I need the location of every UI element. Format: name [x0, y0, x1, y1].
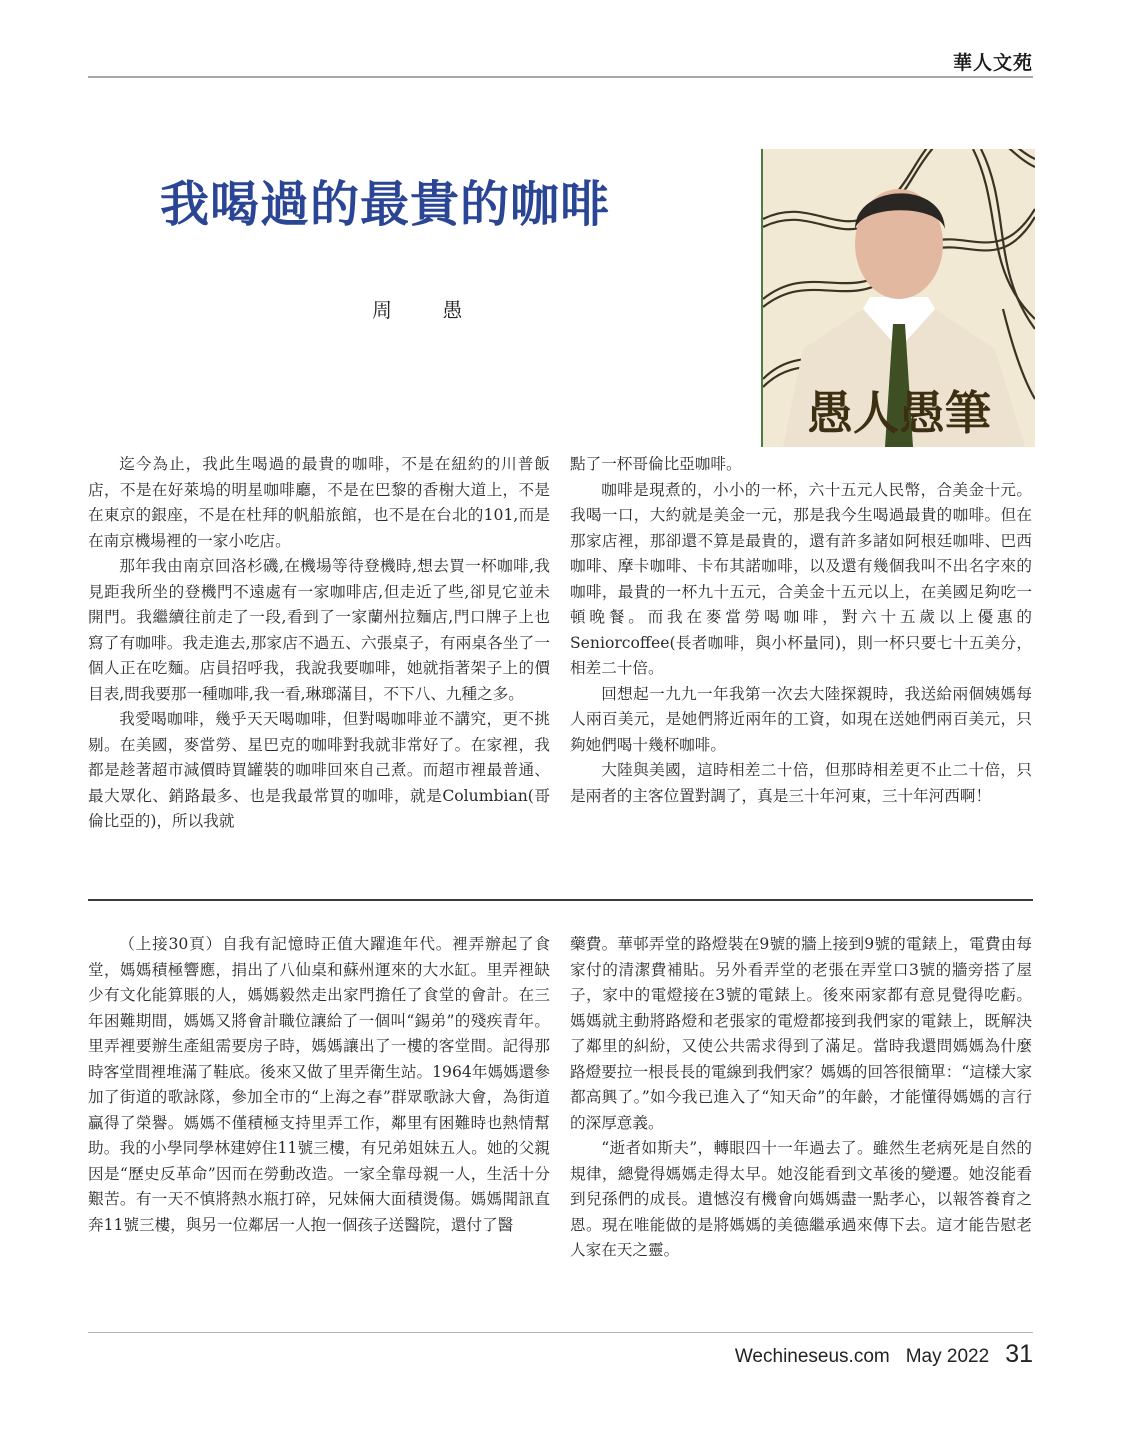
paragraph: 我愛喝咖啡，幾乎天天喝咖啡，但對喝咖啡並不講究，更不挑剔。在美國，麥當勞、星巴克的咖啡對我就非常好了。在家裡，我都是趁著超市減價時買罐裝的咖啡回來自己煮。而超市裡最普通、最大眾化、銷路最多、也是我最常買的咖啡，就是Columbian(哥倫比亞的)，所以我就: [88, 710, 550, 830]
continuation-column-2: [570, 932, 1032, 1264]
paragraph: 迄今為止，我此生喝過的最貴的咖啡，不是在紐約的川普飯店，不是在好萊塢的明星咖啡廳，不是在巴黎的香榭大道上，不是在東京的銀座，不是在杜拜的帆船旅館，也不是在台北的101,而是在南京機場裡的一家小吃店。: [88, 455, 550, 550]
paragraph: 點了一杯哥倫比亞咖啡。: [570, 455, 742, 473]
article-column-1: [88, 452, 550, 835]
footer-divider: [88, 1332, 1033, 1333]
photo-caption-overlay: 愚人愚筆: [807, 386, 991, 440]
paragraph: 那年我由南京回洛杉磯,在機場等待登機時,想去買一杯咖啡,我見距我所坐的登機門不遠處有一家咖啡店,但走近了些,卻見它並未開門。我繼續往前走了一段,看到了一家蘭州拉麵店,門口牌子上也寫了有咖啡。我走進去,那家店不過五、六張桌子，有兩桌各坐了一個人正在吃麵。店員招呼我，我說我要咖啡，她就指著架子上的價目表,問我要那一種咖啡,我一看,琳瑯滿目，不下八、九種之多。: [88, 557, 550, 703]
footer-website: Wechineseus.com: [734, 1346, 890, 1367]
footer-issue-date: May 2022: [905, 1346, 990, 1367]
page-footer: [735, 1340, 1033, 1369]
paragraph: 回想起一九九一年我第一次去大陸探親時，我送給兩個姨媽每人兩百美元，是她們將近兩年的工資，如現在送她們兩百美元，只夠她們喝十幾杯咖啡。: [570, 684, 1032, 754]
article-column-2: [570, 452, 1032, 809]
section-label: 華人文苑: [952, 52, 1033, 74]
author-photo: [761, 149, 1035, 447]
article-author: 周 愚: [372, 298, 485, 322]
paragraph: 咖啡是現煮的，小小的一杯，六十五元人民幣，合美金十元。我喝一口，大約就是美金一元，那是我今生喝過最貴的咖啡。但在那家店裡，那卻還不算是最貴的，還有許多諸如阿根廷咖啡、巴西咖啡、摩卡咖啡、卡布其諾咖啡，以及還有幾個我叫不出名字來的咖啡，最貴的一杯九十五元，合美金十五元以上，在美國足夠吃一頓晚餐。而我在麥當勞喝咖啡，對六十五歲以上優惠的Seniorcoffee(長者咖啡，與小杯量同)，則一杯只要七十五美分，相差二十倍。: [570, 480, 1032, 677]
paragraph: 藥費。華邨弄堂的路燈裝在9號的牆上接到9號的電錶上，電費由每家付的清潔費補貼。另外看弄堂的老張在弄堂口3號的牆旁搭了屋子，家中的電燈接在3號的電錶上。後來兩家都有意見覺得吃虧。媽媽就主動將路燈和老張家的電燈都接到我們家的電錶上，既解決了鄰里的糾紛，又使公共需求得到了滿足。當時我還問媽媽為什麼路燈要拉一根長長的電線到我們家？媽媽的回答很簡單：“這樣大家都高興了。”如今我已進入了“知天命”的年齡，才能懂得媽媽的言行的深厚意義。: [570, 935, 1032, 1132]
page-number: 31: [1005, 1340, 1033, 1368]
paragraph: “逝者如斯夫”，轉眼四十一年過去了。雖然生老病死是自然的規律，總覺得媽媽走得太早。她沒能看到文革後的變遷。她沒能看到兒孫們的成長。遺憾沒有機會向媽媽盡一點孝心，以報答養育之恩。現在唯能做的是將媽媽的美德繼承過來傳下去。這才能告慰老人家在天之靈。: [570, 1139, 1032, 1259]
header-divider: [88, 76, 1033, 78]
section-divider: [88, 899, 1033, 901]
continuation-column-1: [88, 932, 550, 1238]
paragraph: 大陸與美國，這時相差二十倍，但那時相差更不止二十倍，只是兩者的主客位置對調了，真是三十年河東，三十年河西啊！: [570, 761, 1032, 805]
article-title: 我喝過的最貴的咖啡: [160, 176, 611, 233]
paragraph: （上接30頁）自我有記憶時正值大躍進年代。裡弄辦起了食堂，媽媽積極響應，捐出了八仙桌和蘇州運來的大水缸。里弄裡缺少有文化能算賬的人，媽媽毅然走出家門擔任了食堂的會計。在三年困難期間，媽媽又將會計職位讓給了一個叫“錫弟”的殘疾青年。里弄裡要辦生產組需要房子時，媽媽讓出了一樓的客堂間。記得那時客堂間裡堆滿了鞋底。後來又做了里弄衛生站。1964年媽媽還參加了街道的歌詠隊，參加全市的“上海之春”群眾歌詠大會，為街道贏得了榮譽。媽媽不僅積極支持里弄工作，鄰里有困難時也熱情幫助。我的小學同學林建婷住11號三樓，有兄弟姐妹五人。她的父親因是“歷史反革命”因而在勞動改造。一家全靠母親一人，生活十分艱苦。有一天不慎將熱水瓶打碎，兄妹倆大面積燙傷。媽媽聞訊直奔11號三樓，與另一位鄰居一人抱一個孩子送醫院，還付了醫: [88, 935, 550, 1234]
